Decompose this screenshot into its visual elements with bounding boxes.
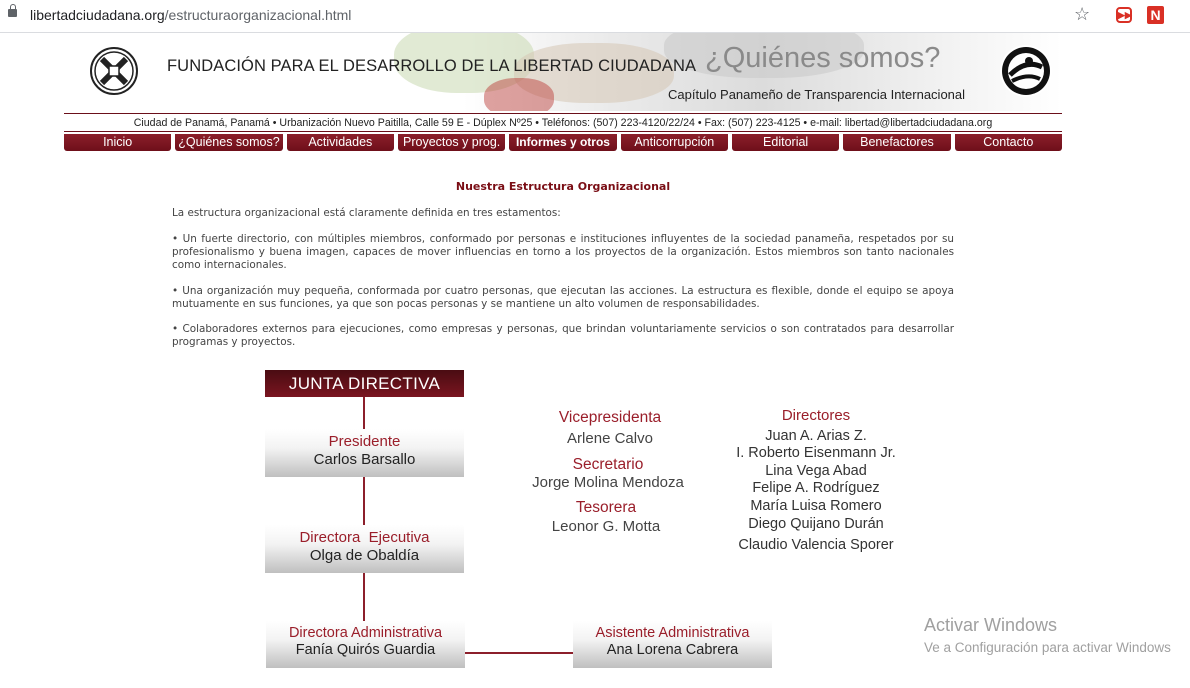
vicepresident-role: Vicepresidenta — [558, 409, 662, 426]
board-box: JUNTA DIRECTIVA — [265, 370, 464, 397]
extension-icon[interactable]: ▶▶ — [1116, 7, 1132, 23]
organization-name: FUNDACIÓN PARA EL DESARROLLO DE LA LIBERTAD CIUDADANA — [167, 57, 697, 75]
directors-role: Directores — [781, 407, 851, 424]
netflix-extension-icon[interactable]: N — [1147, 6, 1164, 24]
director-name: Diego Quijano Durán — [748, 516, 884, 532]
windows-activation-title: Activar Windows — [924, 615, 1058, 635]
section-title: Nuestra Estructura Organizacional — [455, 180, 671, 193]
connector-line — [465, 652, 573, 654]
executive-director-box — [265, 525, 464, 573]
secretary-name: Jorge Molina Mendoza — [532, 474, 684, 491]
bullet-paragraph: • Un fuerte directorio, con múltiples miembros, conformado por personas e instituciones influyentes de la sociedad panameña, respetados por su profesionalismo y buena imagen, capaces de mover influencias en torno a los proyectos de la organización. Estos miembros son tanto nacionales como internacionales. — [172, 233, 954, 271]
url-path: /estructuraorganizacional.html — [164, 7, 352, 23]
admin-assistant-box — [573, 621, 772, 668]
nav-item-contacto[interactable]: Contacto — [955, 134, 1062, 151]
nav-item-quienes-somos[interactable]: ¿Quiénes somos? — [175, 134, 282, 151]
contact-info: Ciudad de Panamá, Panamá • Urbanización Nuevo Paitilla, Calle 59 E - Dúplex Nº25 • Teléfonos: (507) 223-4120/22/24 • Fax: (507) 223-4125 • e-mail: libertad@libertadciudadana.org — [133, 117, 993, 129]
treasurer-name: Leonor G. Motta — [551, 518, 661, 535]
executive-director-role: Directora Ejecutiva — [299, 529, 430, 546]
vicepresident-name: Arlene Calvo — [567, 430, 653, 447]
connector-line — [363, 397, 365, 429]
executive-director-name: Olga de Obaldía — [309, 547, 420, 564]
intro-paragraph: La estructura organizacional está claramente definida en tres estamentos: — [172, 207, 561, 219]
main-nav — [64, 134, 1062, 151]
chapter-subtitle: Capítulo Panameño de Transparencia Internacional — [668, 87, 966, 102]
connector-line — [363, 477, 365, 525]
nav-item-benefactores[interactable]: Benefactores — [843, 134, 950, 151]
nav-item-actividades[interactable]: Actividades — [287, 134, 394, 151]
header-divider — [64, 113, 1062, 114]
nav-item-informes[interactable]: Informes y otros — [509, 134, 616, 151]
admin-assistant-name: Ana Lorena Cabrera — [606, 642, 739, 658]
browser-address-bar[interactable] — [0, 0, 1190, 33]
bullet-paragraph: • Una organización muy pequeña, conformada por cuatro personas, que ejecutan las acciones. La estructura es flexible, donde el equipo se apoya mutuamente en sus funciones, ya que son pocas personas y se mantiene un alto volumen de responsabilidades. — [172, 285, 954, 310]
connector-line — [363, 573, 365, 621]
director-name: Juan A. Arias Z. — [765, 428, 867, 444]
url-domain: libertadciudadana.org — [30, 7, 165, 23]
director-name: Lina Vega Abad — [765, 463, 867, 479]
director-name: Felipe A. Rodríguez — [752, 480, 880, 496]
admin-director-role: Directora Administrativa — [288, 625, 443, 641]
president-name: Carlos Barsallo — [313, 451, 416, 468]
secretary-role: Secretario — [572, 456, 644, 473]
map-decoration — [484, 78, 554, 111]
windows-activation-subtitle: Ve a Configuración para activar Windows — [924, 640, 1171, 655]
nav-item-editorial[interactable]: Editorial — [732, 134, 839, 151]
nav-item-anticorrupcion[interactable]: Anticorrupción — [621, 134, 728, 151]
bookmark-star-icon[interactable]: ☆ — [1074, 4, 1091, 24]
transparency-international-logo-icon[interactable] — [1000, 45, 1052, 97]
info-divider — [64, 131, 1062, 132]
director-name: Claudio Valencia Sporer — [738, 537, 894, 553]
president-role: Presidente — [328, 433, 401, 450]
director-name: I. Roberto Eisenmann Jr. — [736, 445, 896, 461]
treasurer-role: Tesorera — [575, 499, 637, 516]
nav-item-proyectos[interactable]: Proyectos y prog. — [398, 134, 505, 151]
url-field[interactable] — [30, 7, 351, 23]
page-title: ¿Quiénes somos? — [705, 42, 941, 74]
nav-item-inicio[interactable]: Inicio — [64, 134, 171, 151]
president-box — [265, 429, 464, 477]
lock-icon[interactable] — [8, 9, 17, 17]
site-header — [64, 33, 1062, 111]
director-name: María Luisa Romero — [750, 498, 882, 514]
bullet-paragraph: • Colaboradores externos para ejecuciones, como empresas y personas, que brindan voluntariamente servicios o son contratados para desarrollar programas y proyectos. — [172, 323, 954, 348]
admin-director-name: Fanía Quirós Guardia — [295, 642, 436, 658]
foundation-logo-icon[interactable] — [90, 47, 138, 95]
admin-assistant-role: Asistente Administrativa — [595, 625, 750, 641]
admin-director-box — [266, 621, 465, 668]
